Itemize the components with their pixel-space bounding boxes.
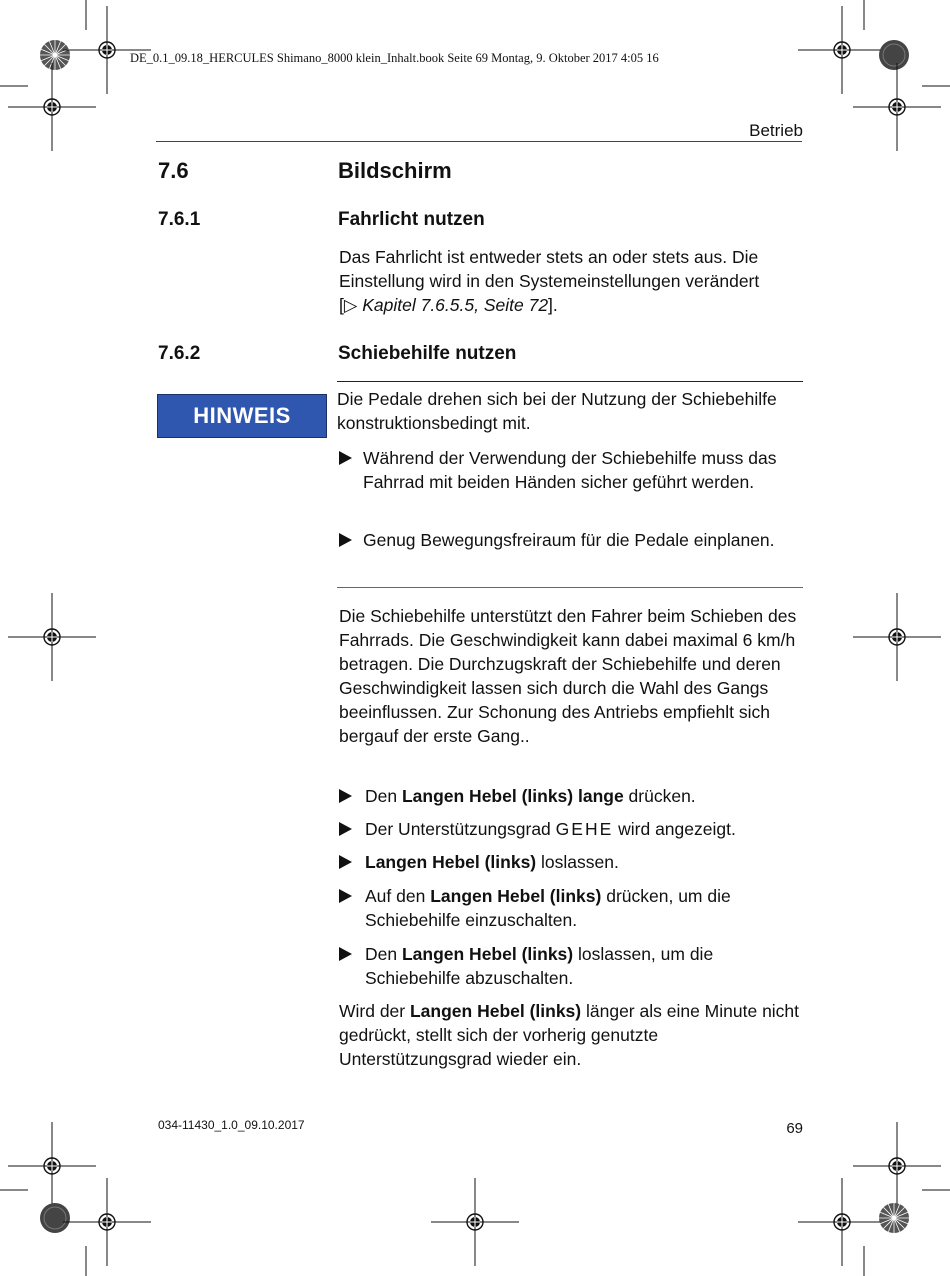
print-slug: DE_0.1_09.18_HERCULES Shimano_8000 klein_Inhalt.book Seite 69 Montag, 9. Oktober 2017 4:05 16 xyxy=(130,51,659,65)
registration-dot-icon xyxy=(40,1203,70,1233)
registration-sunburst-icon xyxy=(879,1203,909,1233)
registration-mark-icon xyxy=(798,1178,886,1266)
registration-mark-icon xyxy=(63,1178,151,1266)
registration-dot-icon xyxy=(879,40,909,70)
notice-item: Genug Bewegungsfreiraum für die Pedale einplanen. xyxy=(339,528,809,552)
subsection-title: Schiebehilfe nutzen xyxy=(338,343,517,364)
bullet-triangle-icon xyxy=(339,855,352,869)
bullet-triangle-icon xyxy=(339,947,352,961)
instruction-step: Den Langen Hebel (links) lange drücken. xyxy=(339,784,809,808)
instruction-step: Der Unterstützungsgrad GEHE wird angezeigt. xyxy=(339,817,809,841)
registration-mark-icon xyxy=(63,6,151,94)
page-number: 69 xyxy=(786,1120,803,1137)
registration-mark-icon xyxy=(853,593,941,681)
registration-mark-icon xyxy=(798,6,886,94)
cross-reference[interactable]: [▷ Kapitel 7.6.5.5, Seite 72]. xyxy=(339,295,558,315)
bullet-triangle-icon xyxy=(339,533,352,547)
running-header-section: Betrieb xyxy=(749,121,803,140)
notice-top-rule xyxy=(337,381,803,382)
notice-bottom-rule xyxy=(337,587,803,588)
registration-mark-icon xyxy=(8,63,96,151)
bullet-triangle-icon xyxy=(339,889,352,903)
registration-mark-icon xyxy=(8,593,96,681)
registration-mark-icon xyxy=(431,1178,519,1266)
subsection-title: Fahrlicht nutzen xyxy=(338,209,485,230)
header-rule xyxy=(156,141,802,142)
notice-badge: HINWEIS xyxy=(157,394,327,438)
registration-mark-icon xyxy=(8,1122,96,1210)
cross-reference-link[interactable]: Kapitel 7.6.5.5, Seite 72 xyxy=(362,295,549,315)
section-number: 7.6 xyxy=(158,158,189,183)
closing-paragraph: Wird der Langen Hebel (links) länger als eine Minute nicht gedrückt, stellt sich der vorherig genutzte Unterstützungsgrad wieder ein. xyxy=(339,1001,800,1069)
subsection-number: 7.6.2 xyxy=(158,343,201,364)
display-mode-label: GEHE xyxy=(555,819,614,839)
bullet-triangle-icon xyxy=(339,789,352,803)
notice-intro: Die Pedale drehen sich bei der Nutzung der Schiebehilfe konstruktionsbedingt mit. xyxy=(337,389,777,433)
bullet-triangle-icon xyxy=(339,451,352,465)
section-title: Bildschirm xyxy=(338,158,452,183)
instruction-step: Langen Hebel (links) loslassen. xyxy=(339,850,809,874)
schiebehilfe-paragraph: Die Schiebehilfe unterstützt den Fahrer beim Schieben des Fahrrads. Die Geschwindigkeit kann dabei maximal 6 km/h betragen. Die Durchzugskraft der Schiebehilfe und deren Geschwindigkeit lassen sich durch die Wahl des Gangs beeinflussen. Zur Schonung des Antriebs empfiehlt sich bergauf der erste Gang.. xyxy=(339,606,797,746)
instruction-step: Auf den Langen Hebel (links) drücken, um die Schiebehilfe einzuschalten. xyxy=(339,884,809,932)
document-id: 034-11430_1.0_09.10.2017 xyxy=(158,1118,305,1132)
bullet-triangle-icon xyxy=(339,822,352,836)
subsection-number: 7.6.1 xyxy=(158,209,201,230)
notice-item: Während der Verwendung der Schiebehilfe muss das Fahrrad mit beiden Händen sicher geführt werden. xyxy=(339,446,809,494)
instruction-step: Den Langen Hebel (links) loslassen, um die Schiebehilfe abzuschalten. xyxy=(339,942,809,990)
registration-mark-icon xyxy=(853,1122,941,1210)
registration-sunburst-icon xyxy=(40,40,70,70)
fahrlicht-paragraph: Das Fahrlicht ist entweder stets an oder stets aus. Die Einstellung wird in den Systemeinstellungen verändert [▷ Kapitel 7.6.5.5, Seite 72]. xyxy=(339,245,809,317)
registration-mark-icon xyxy=(853,63,941,151)
reference-arrow-icon: ▷ xyxy=(343,295,358,315)
